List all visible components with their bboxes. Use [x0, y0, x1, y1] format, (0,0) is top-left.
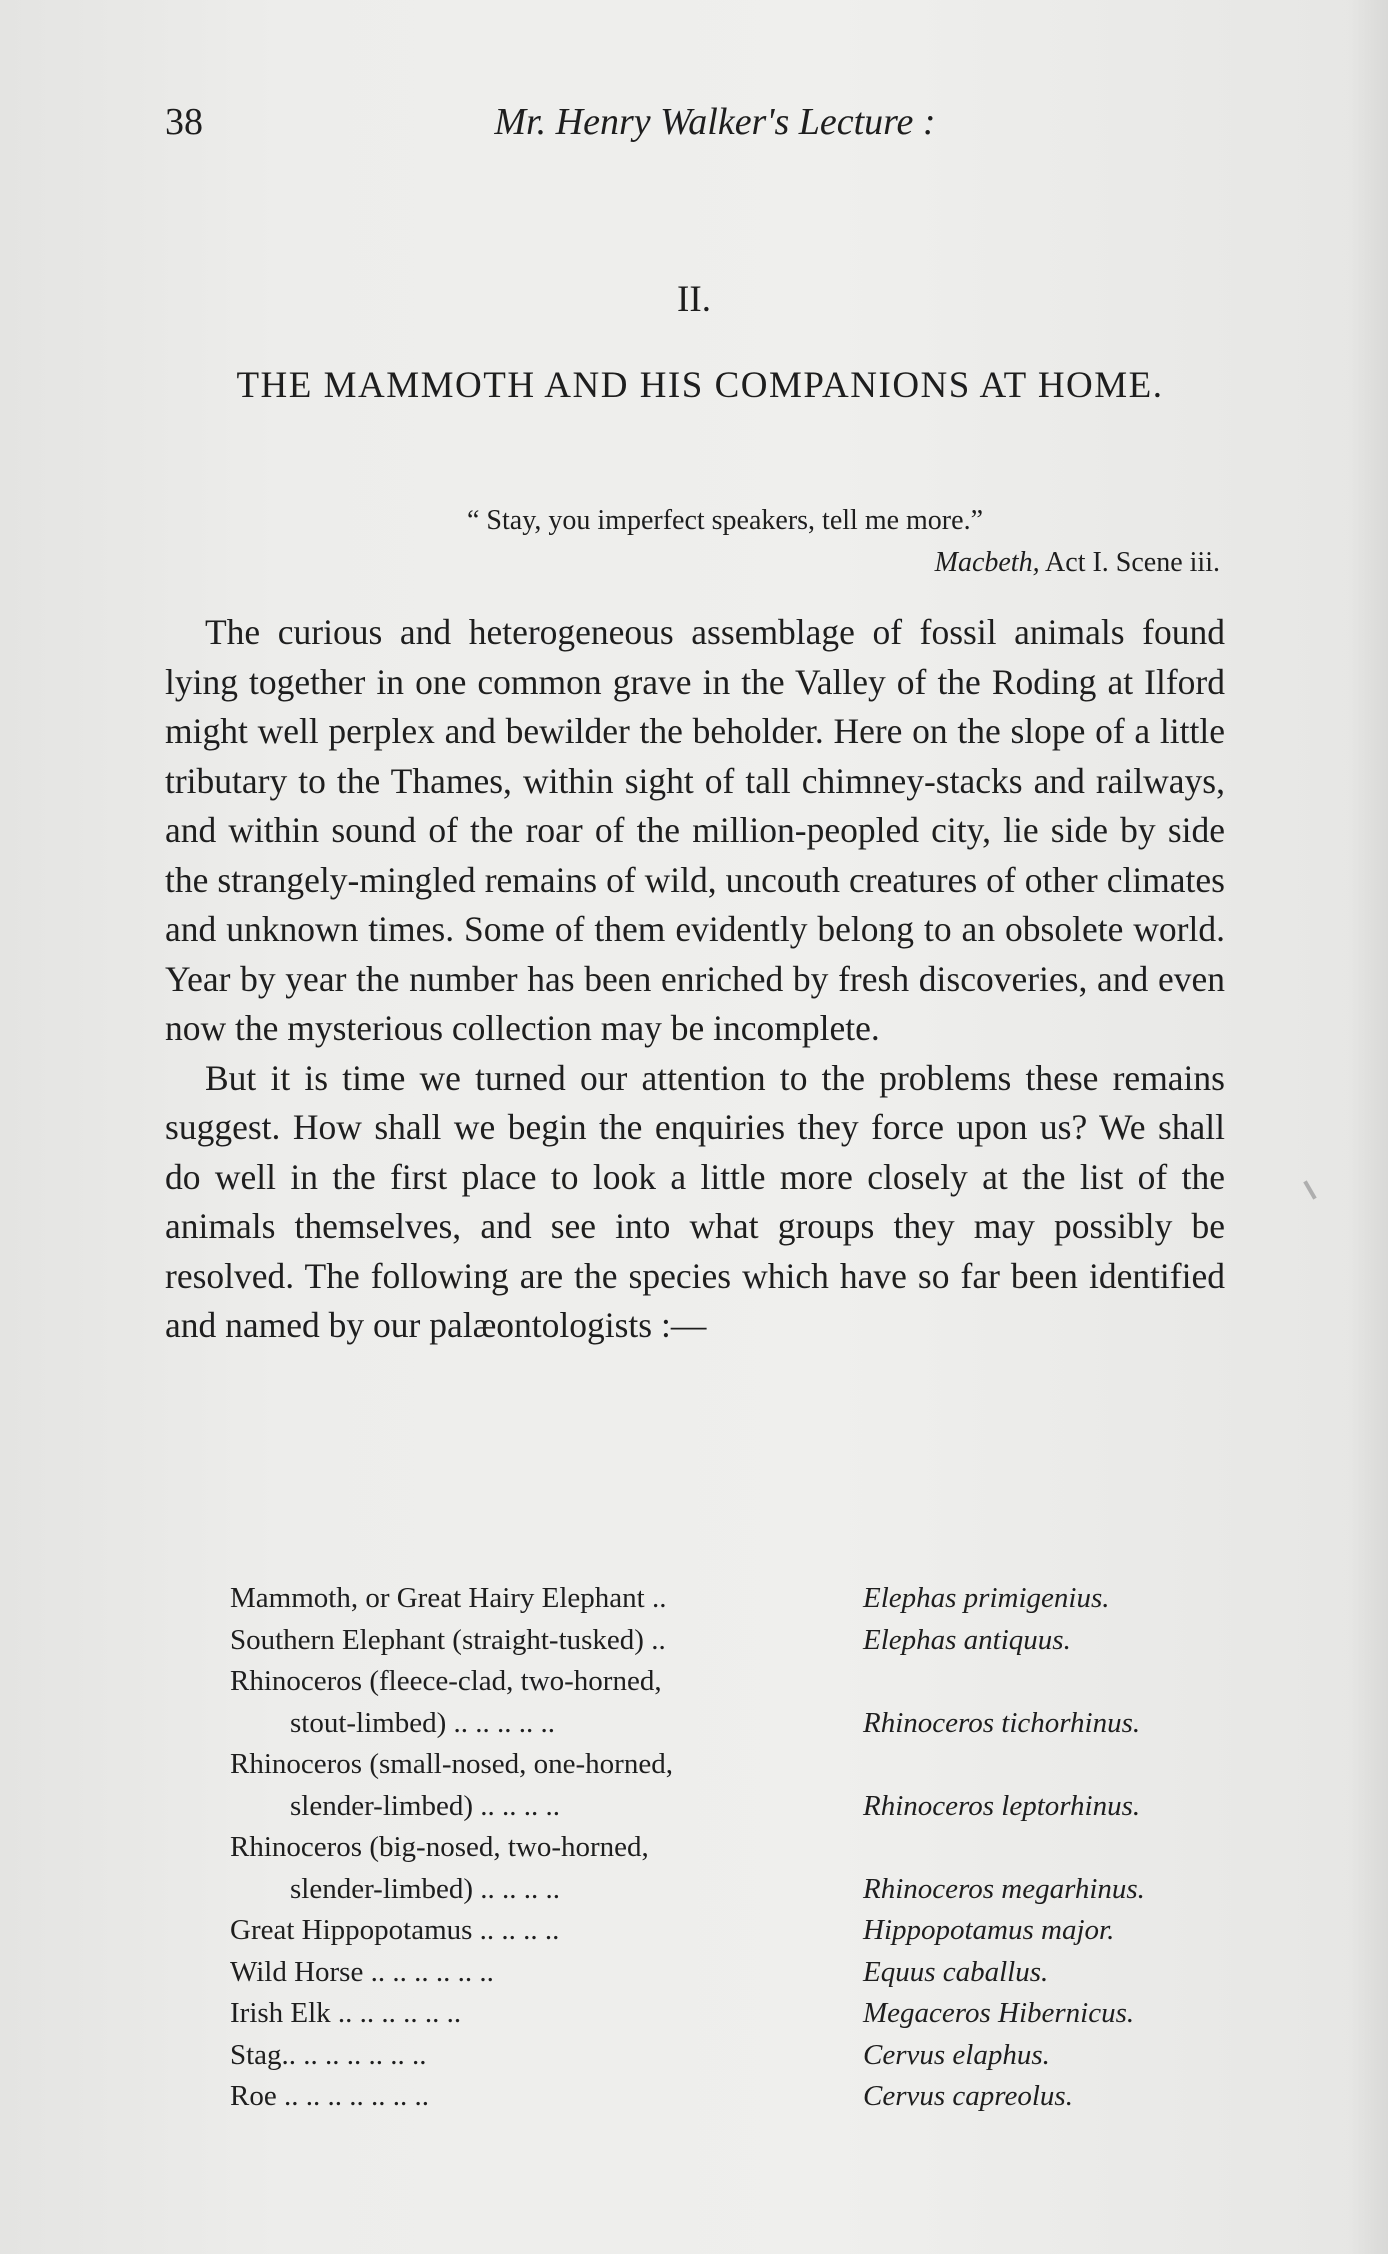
page-mark — [1303, 1180, 1316, 1199]
species-latin-name: Elephas primigenius. — [863, 1582, 1110, 1614]
epigraph — [150, 500, 1220, 584]
common-name-line: Rhinoceros (big-nosed, two-horned, — [230, 1831, 649, 1863]
species-row — [230, 1620, 1220, 1662]
common-name-line: Great Hippopotamus .. .. .. .. — [230, 1914, 560, 1946]
species-common-name — [230, 2076, 855, 2118]
running-head — [165, 100, 1225, 160]
species-list — [230, 1578, 1220, 2118]
species-row — [230, 1993, 1220, 2035]
species-common-name — [230, 1578, 855, 1620]
common-name-line: Rhinoceros (small-nosed, one-horned, — [230, 1748, 673, 1780]
common-name-line: Southern Elephant (straight-tusked) .. — [230, 1623, 666, 1656]
species-row — [230, 1910, 1220, 1952]
page-number: 38 — [165, 101, 203, 143]
species-row — [230, 1744, 1220, 1827]
epigraph-source — [150, 542, 1220, 584]
epigraph-source-play: Macbeth, — [934, 547, 1040, 578]
common-name-line: Roe .. .. .. .. .. .. .. — [230, 2080, 429, 2112]
common-name-continuation: stout-limbed) .. .. .. .. .. — [290, 1706, 556, 1739]
common-name-line: Irish Elk .. .. .. .. .. .. — [230, 1997, 462, 2029]
species-common-name — [230, 1993, 855, 2035]
common-name-line: Stag.. .. .. .. .. .. .. — [230, 2038, 427, 2071]
species-common-name — [230, 1744, 855, 1827]
section-number: II. — [677, 279, 711, 320]
species-common-name — [230, 1910, 855, 1952]
species-row — [230, 1952, 1220, 1994]
species-row — [230, 2076, 1220, 2118]
species-latin-name: Rhinoceros tichorhinus. — [863, 1706, 1141, 1739]
species-latin-name: Cervus capreolus. — [863, 2080, 1073, 2112]
epigraph-source-location: Act I. Scene iii. — [1039, 547, 1220, 578]
species-latin-name: Rhinoceros megarhinus. — [863, 1872, 1145, 1905]
species-row — [230, 2035, 1220, 2077]
paragraph: The curious and heterogeneous assemblage of fossil animals found lying together in one common grave in the Valley of the Roding at Ilford might well perplex and bewilder the beholder. Here on the slope of a little tributary to the Thames, within sight of tall chimney-stacks and railways, and within sound of the roar of the million-peopled city, lie side by side the strangely-mingled remains of wild, uncouth creatures of other climates and unknown times. Some of them evidently belong to an obsolete world. Year by year the number has been enriched by fresh discoveries, and even now the mysterious collection may be incomplete. — [165, 612, 1225, 1048]
common-name-continuation: slender-limbed) .. .. .. .. — [290, 1872, 561, 1905]
common-name-line: Mammoth, or Great Hairy Elephant .. — [230, 1582, 667, 1614]
species-latin-name: Cervus elaphus. — [863, 2038, 1050, 2071]
page-edge-shadow — [1348, 0, 1388, 2254]
species-row — [230, 1661, 1220, 1744]
species-latin-name: Elephas antiquus. — [863, 1623, 1071, 1656]
species-row — [230, 1827, 1220, 1910]
paragraph: But it is time we turned our attention to the problems these remains suggest. How shall we begin the enquiries they force upon us? We shall do well in the first place to look a little more closely at the list of the animals themselves, and see into what groups they may possibly be resolved. The following are the species which have so far been identified and named by our palæontologists :— — [165, 1057, 1225, 1345]
species-common-name — [230, 1620, 855, 1662]
species-latin-name: Hippopotamus major. — [863, 1914, 1115, 1946]
epigraph-quote: “ Stay, you imperfect speakers, tell me more.” — [467, 505, 983, 536]
body-text — [165, 608, 1225, 1351]
species-common-name — [230, 1661, 855, 1744]
common-name-line: Rhinoceros (fleece-clad, two-horned, — [230, 1665, 662, 1697]
common-name-continuation: slender-limbed) .. .. .. .. — [290, 1789, 561, 1822]
species-latin-name: Rhinoceros leptorhinus. — [863, 1789, 1141, 1822]
species-common-name — [230, 1827, 855, 1910]
species-row — [230, 1578, 1220, 1620]
common-name-line: Wild Horse .. .. .. .. .. .. — [230, 1955, 494, 1988]
running-head-title: Mr. Henry Walker's Lecture : — [494, 101, 936, 143]
species-latin-name: Megaceros Hibernicus. — [863, 1997, 1135, 2029]
species-latin-name: Equus caballus. — [863, 1955, 1049, 1988]
species-common-name — [230, 1952, 855, 1994]
chapter-title: THE MAMMOTH AND HIS COMPANIONS AT HOME. — [236, 365, 1164, 406]
species-common-name — [230, 2035, 855, 2077]
